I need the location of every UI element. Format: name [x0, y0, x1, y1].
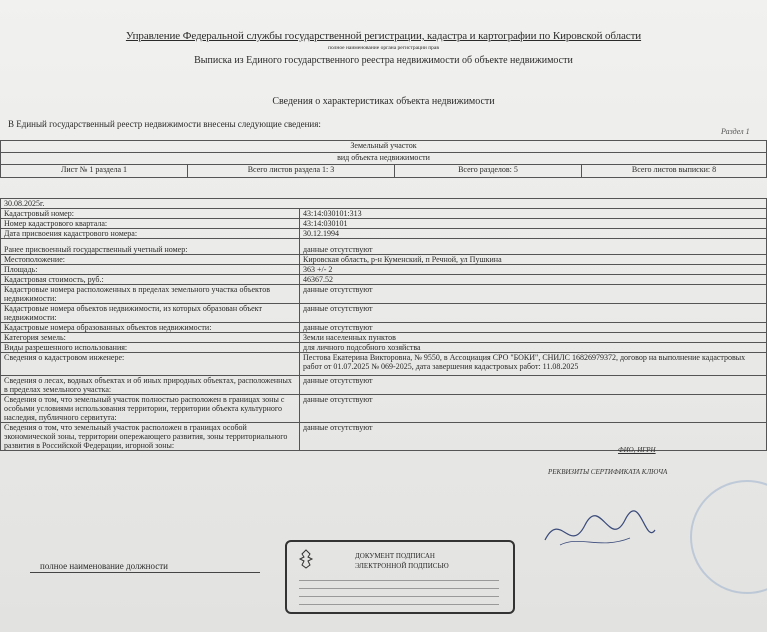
object-type-caption: вид объекта недвижимости: [1, 153, 767, 165]
object-type: Земельный участок: [1, 141, 767, 153]
table-row: Сведения о том, что земельный участок расположен в границах особой экономической зоны, территории опережающего развития, зоны территориального развития в Российской Федерации, игорной зоны: данные отсутствуют: [1, 423, 767, 451]
sheet-number: Лист № 1 раздела 1: [1, 165, 188, 178]
cert-caption: РЕКВИЗИТЫ СЕРТИФИКАТА КЛЮЧА: [548, 468, 668, 476]
object-header-table: [0, 140, 767, 178]
table-row: Кадастровый номер: 43:14:030101:313: [1, 209, 767, 219]
cert-title: ФИО, ИГРН: [618, 446, 656, 454]
table-row: Кадастровые номера расположенных в пределах земельного участка объектов недвижимости: данные отсутствуют: [1, 285, 767, 304]
table-row: Кадастровые номера образованных объектов недвижимости: данные отсутствуют: [1, 323, 767, 333]
table-row: Площадь: 363 +/- 2: [1, 265, 767, 275]
characteristics-table: [0, 198, 767, 451]
table-row: Категория земель: Земли населенных пунктов: [1, 333, 767, 343]
table-row: Номер кадастрового квартала: 43:14:030101: [1, 219, 767, 229]
sheets-total: Всего листов раздела 1: 3: [188, 165, 395, 178]
stamp-line-2: ЭЛЕКТРОННОЙ ПОДПИСЬЮ: [355, 562, 449, 570]
extract-title: Выписка из Единого государственного реестра недвижимости об объекте недвижимости: [194, 55, 573, 66]
sheets-extract: Всего листов выписки: 8: [582, 165, 767, 178]
stamp-line-1: ДОКУМЕНТ ПОДПИСАН: [355, 552, 435, 560]
intro-text: В Единый государственный реестр недвижимости внесены следующие сведения:: [8, 119, 321, 129]
table-row: Сведения о том, что земельный участок полностью расположен в границах зоны с особыми условиями использования территории, территории объекта культурного наследия, публичного сервитута: данные отсутствуют: [1, 395, 767, 423]
extract-date: 30.08.2025г.: [1, 199, 767, 209]
agency-name: Управление Федеральной службы государственной регистрации, кадастра и картографии по Кировской области: [125, 30, 642, 42]
table-row: Сведения о лесах, водных объектах и об иных природных объектах, расположенных в пределах земельного участка: данные отсутствуют: [1, 376, 767, 395]
table-row: Сведения о кадастровом инженере: Пестова Екатерина Викторовна, № 9550, в Ассоциация СРО "БОКИ", СНИЛС 16826979372, договор на выполнение кадастровых работ от 01.07.2025 № 069-2025, дата завершения кадастровых работ: 11.08.2025: [1, 353, 767, 376]
emblem-icon: [295, 548, 317, 570]
position-caption: полное наименование должности: [40, 561, 168, 571]
agency-caption: полное наименование органа регистрации прав: [328, 45, 439, 51]
stamp-details: [299, 574, 499, 606]
table-row: Ранее присвоенный государственный учетный номер: данные отсутствуют: [1, 239, 767, 255]
table-row: Виды разрешенного использования: для личного подсобного хозяйства: [1, 343, 767, 353]
electronic-signature-stamp: [285, 540, 515, 614]
position-line: [30, 572, 260, 573]
section-number: Раздел 1: [721, 127, 750, 136]
table-row: Местоположение: Кировская область, р-н Куменский, п Речной, ул Пушкина: [1, 255, 767, 265]
table-row: Кадастровая стоимость, руб.: 46367.52: [1, 275, 767, 285]
signature-scribble: [540, 500, 660, 560]
section-title: Сведения о характеристиках объекта недвижимости: [272, 96, 495, 107]
table-row: Кадастровые номера объектов недвижимости, из которых образован объект недвижимости: данные отсутствуют: [1, 304, 767, 323]
table-row: Дата присвоения кадастрового номера: 30.12.1994: [1, 229, 767, 239]
sections-total: Всего разделов: 5: [395, 165, 582, 178]
